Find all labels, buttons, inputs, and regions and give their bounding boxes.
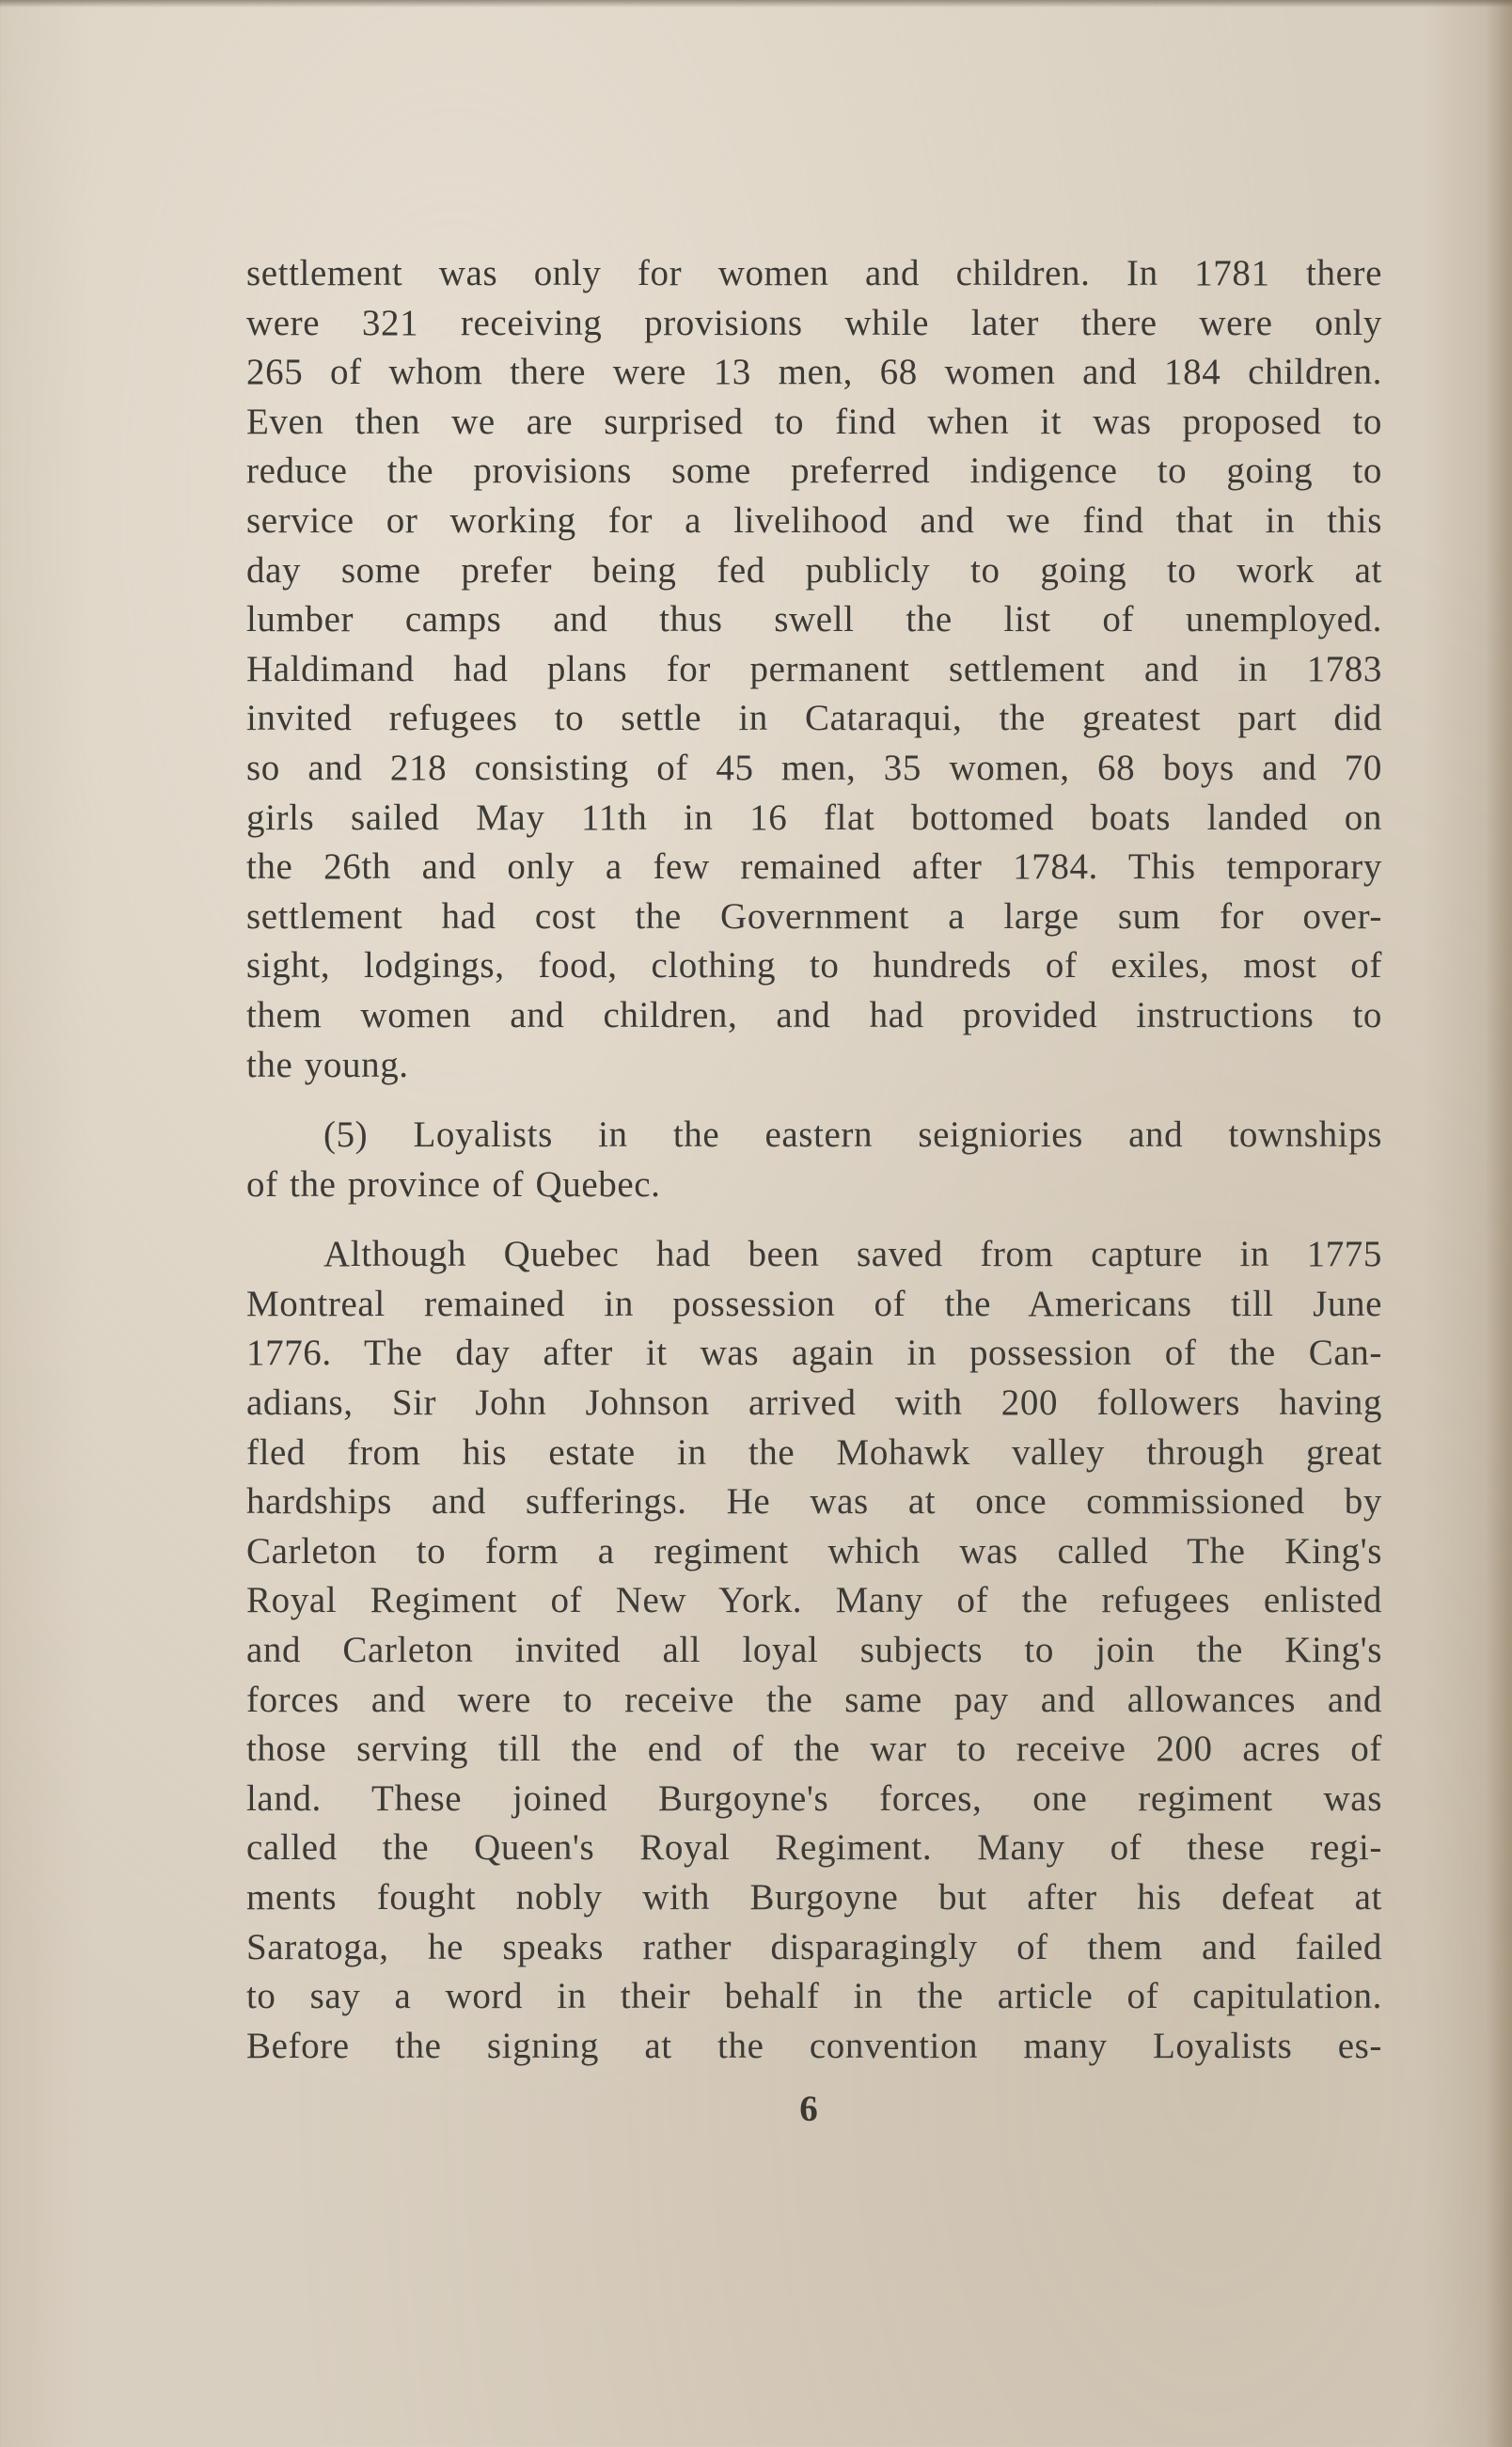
text-line: forces and were to receive the same pay and allowances and: [246, 1679, 1382, 1720]
text-line: Montreal remained in possession of the Americans till June: [246, 1283, 1382, 1324]
text-line: (5) Loyalists in the eastern seigniories and townships: [323, 1114, 1382, 1156]
text-line: girls sailed May 11th in 16 flat bottomed boats landed on: [246, 797, 1382, 838]
text-line: 265 of whom there were 13 men, 68 women and 184 children.: [246, 352, 1382, 393]
text-line: Although Quebec had been saved from capture in 1775: [323, 1234, 1382, 1275]
text-line: were 321 receiving provisions while later there were only: [246, 302, 1382, 343]
text-line: Carleton to form a regiment which was called The King's: [246, 1530, 1382, 1571]
text-line: Before the signing at the convention many Loyalists es-: [246, 2025, 1382, 2066]
text-line: settlement was only for women and children. In 1781 there: [246, 253, 1382, 293]
page-body: [246, 249, 1382, 2071]
text-line: 1776. The day after it was again in possession of the Can-: [246, 1333, 1382, 1374]
text-line: to say a word in their behalf in the article of capitulation.: [246, 1976, 1382, 2017]
text-line: land. These joined Burgoyne's forces, one regiment was: [246, 1777, 1382, 1819]
page-top-edge: [0, 0, 1512, 8]
text-line: invited refugees to settle in Cataraqui, the greatest part did: [246, 698, 1382, 739]
text-line: hardships and sufferings. He was at once commissioned by: [246, 1481, 1382, 1523]
text-line: lumber camps and thus swell the list of unemployed.: [246, 599, 1382, 640]
text-line: ments fought nobly with Burgoyne but after his defeat at: [246, 1877, 1382, 1918]
text-line: and Carleton invited all loyal subjects to join the King's: [246, 1630, 1382, 1671]
paragraph-loyalist-settlement: [246, 249, 1382, 1090]
text-line: those serving till the end of the war to receive 200 acres of: [246, 1729, 1382, 1770]
text-line: Even then we are surprised to find when it was proposed to: [246, 401, 1382, 442]
text-line: fled from his estate in the Mohawk valley through great: [246, 1431, 1382, 1473]
text-line: adians, Sir John Johnson arrived with 200 followers having: [246, 1382, 1382, 1424]
text-line: Haldimand had plans for permanent settlement and in 1783: [246, 648, 1382, 689]
page-number: 6: [799, 2089, 818, 2129]
page-binding-shadow: [1486, 0, 1512, 2447]
text-line: the young.: [246, 1044, 409, 1085]
text-line: settlement had cost the Government a large sum for over-: [246, 895, 1382, 937]
text-line: Royal Regiment of New York. Many of the refugees enlisted: [246, 1580, 1382, 1621]
text-line: called the Queen's Royal Regiment. Many of these regi-: [246, 1827, 1382, 1869]
text-line: service or working for a livelihood and we find that in this: [246, 499, 1382, 541]
text-line: sight, lodgings, food, clothing to hundreds of exiles, most of: [246, 945, 1382, 987]
text-line: reduce the provisions some preferred indigence to going to: [246, 450, 1382, 492]
paragraph-quebec-loyalists: [246, 1230, 1382, 2071]
text-line: Saratoga, he speaks rather disparagingly of them and failed: [246, 1926, 1382, 1967]
text-line: them women and children, and had provided instructions to: [246, 994, 1382, 1035]
text-line: of the province of Quebec.: [246, 1163, 661, 1205]
paragraph-section-heading: [246, 1111, 1382, 1209]
text-line: day some prefer being fed publicly to going to work at: [246, 549, 1382, 591]
text-line: the 26th and only a few remained after 1784. This temporary: [246, 846, 1382, 888]
text-line: so and 218 consisting of 45 men, 35 women, 68 boys and 70: [246, 747, 1382, 788]
